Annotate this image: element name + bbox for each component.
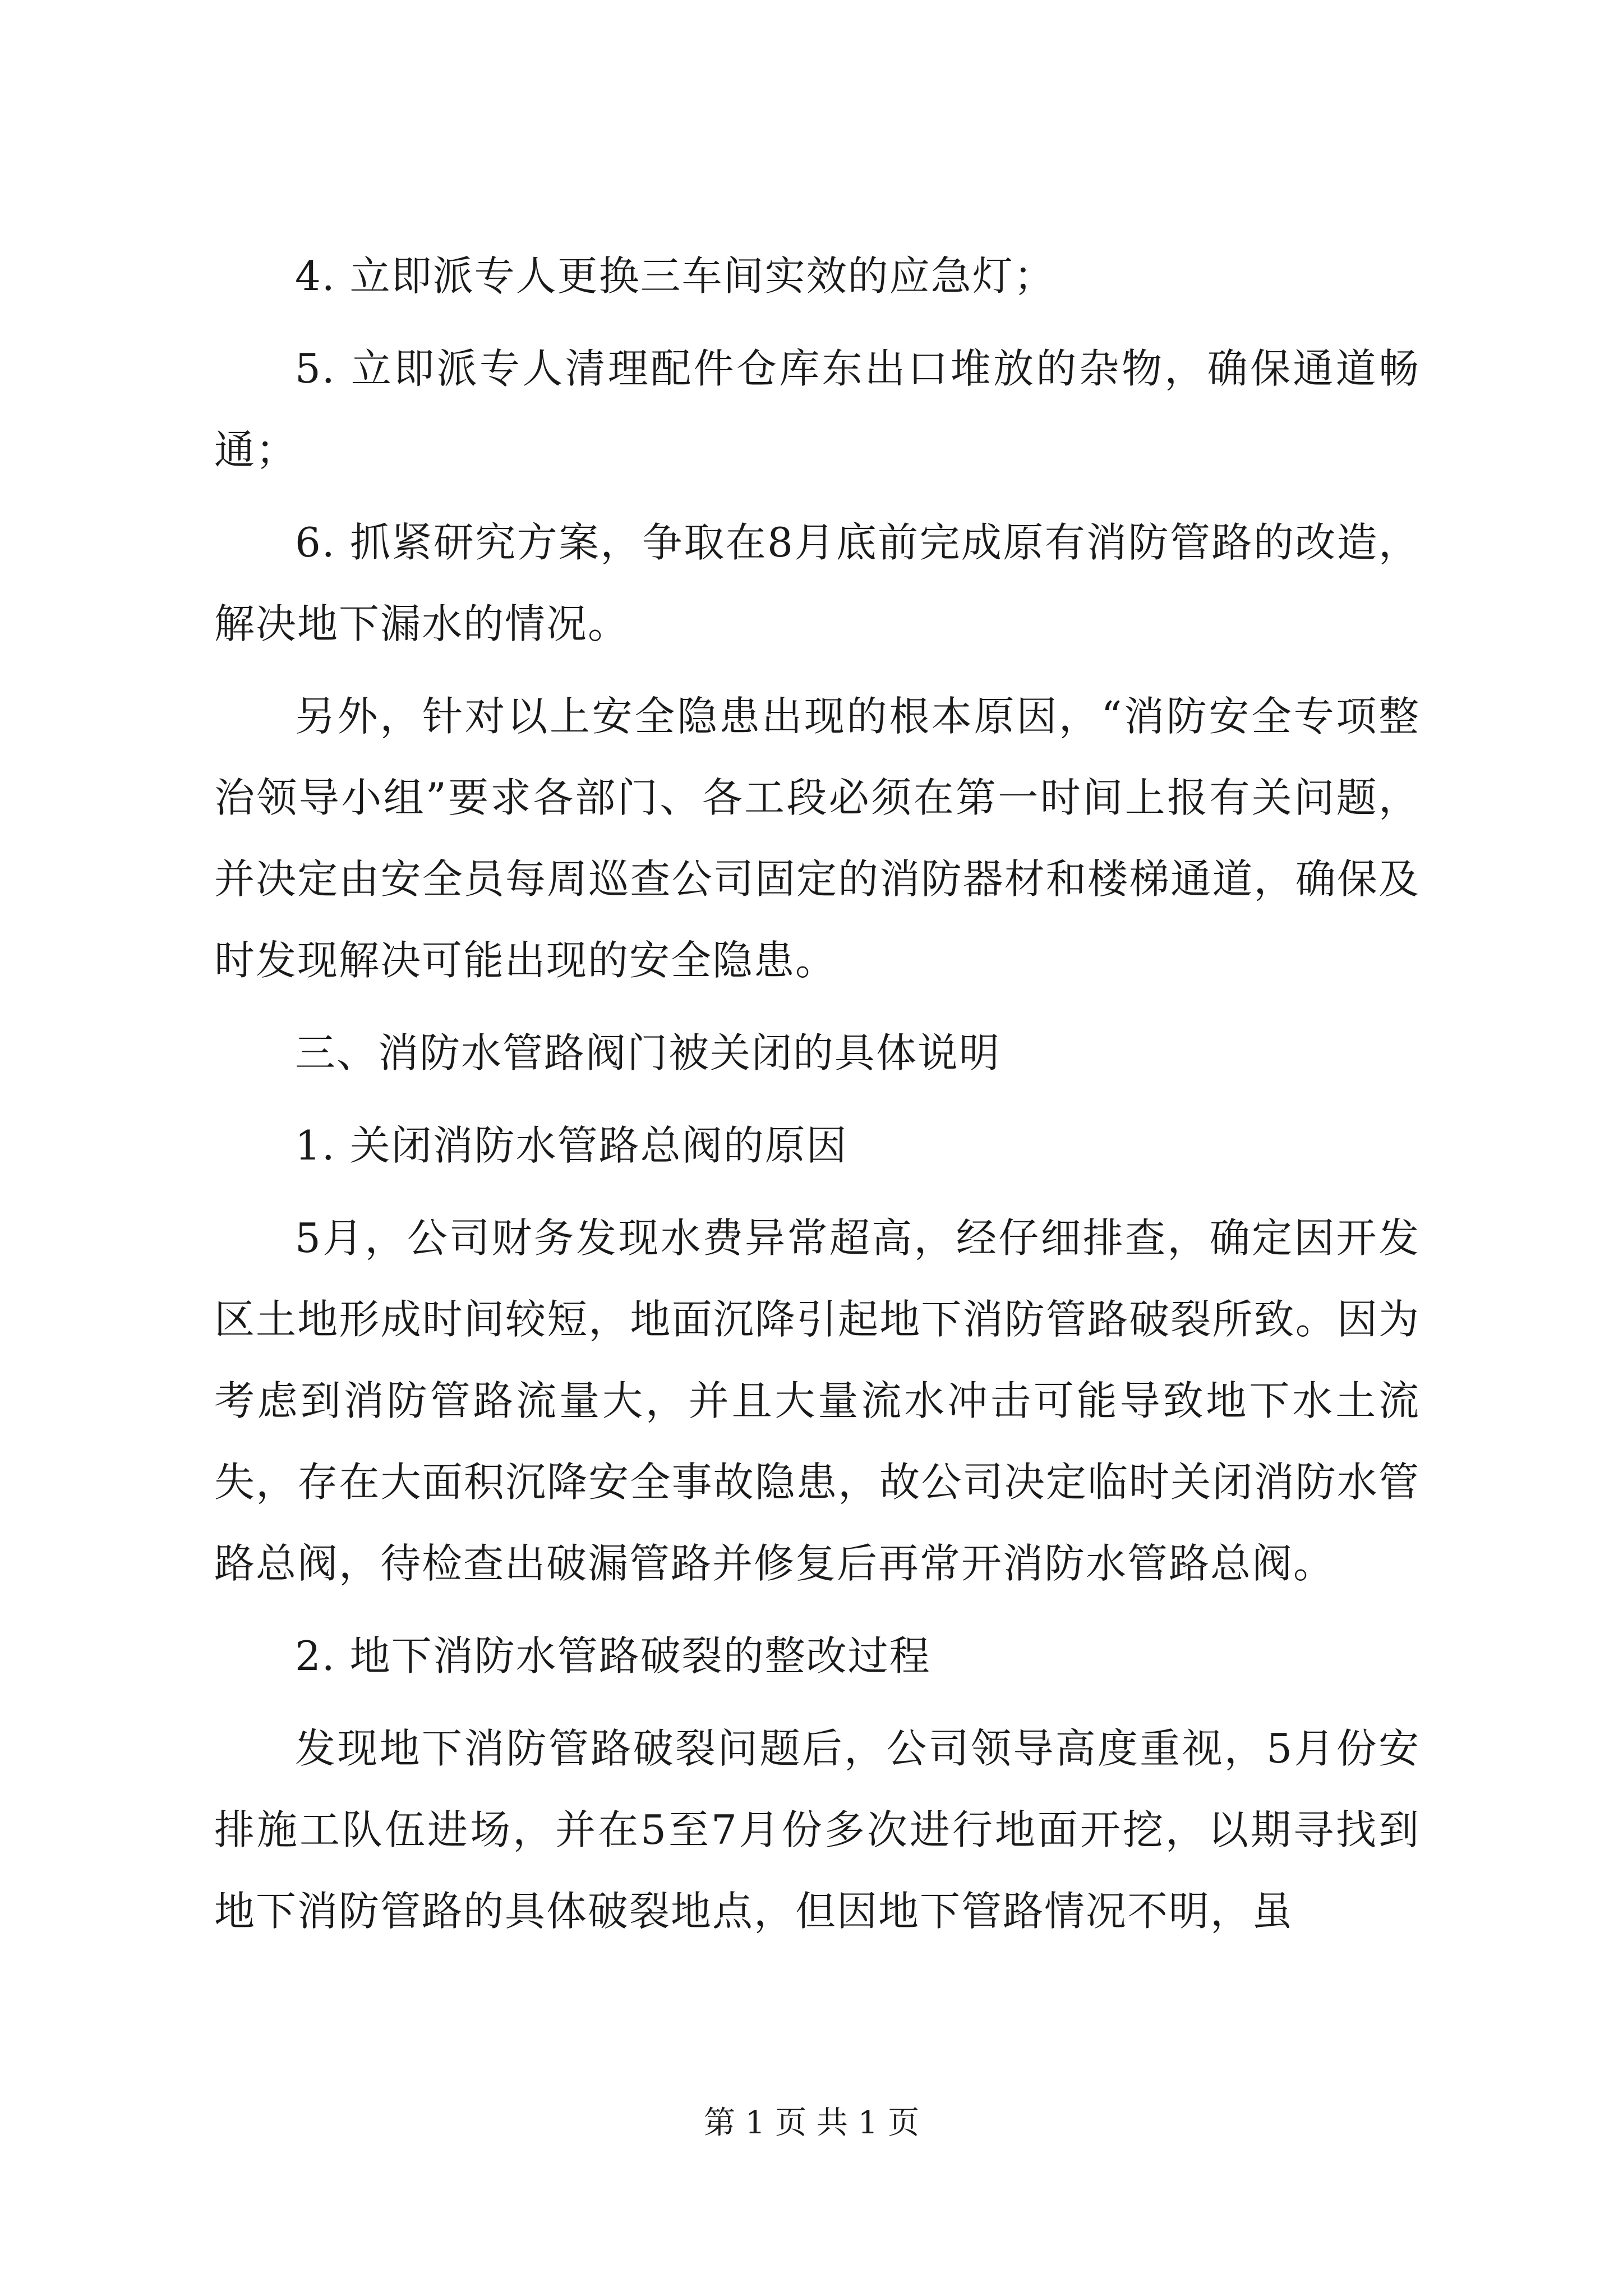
subheading-2: 2. 地下消防水管路破裂的整改过程 [295,1632,931,1680]
paragraph-item-6: 6. 抓紧研究方案，争取在8月底前完成原有消防管路的改造，解决地下漏水的情况。 [214,519,1420,647]
paragraph-valve-reason: 5月，公司财务发现水费异常超高，经仔细排查，确定因开发区土地形成时间较短，地面沉降引起地下消防管路破裂所致。因为考虑到消防管路流量大，并且大量流水冲击可能导致地下水土流失，存在大面积沉降安全事故隐患，故公司决定临时关闭消防水管路总阀，待检查出破漏管路并修复后再常开消防水管路总阀。 [214,1214,1420,1587]
section-heading-3: 三、消防水管路阀门被关闭的具体说明 [295,1029,1001,1076]
paragraph-item-4: 4. 立即派专人更换三车间实效的应急灯； [295,252,1055,300]
page-footer: 第 1 页 共 1 页 [703,2105,920,2141]
subheading-1: 1. 关闭消防水管路总阀的原因 [295,1122,848,1169]
paragraph-rectification-process: 发现地下消防管路破裂问题后，公司领导高度重视，5月份安排施工队伍进场，并在5至7月份多次进行地面开挖，以期寻找到地下消防管路的具体破裂地点，但因地下管路情况不明，虽 [214,1725,1420,1935]
paragraph-item-5: 5. 立即派专人清理配件仓库东出口堆放的杂物，确保通道畅通； [214,345,1420,473]
paragraph-additional-measures: 另外，针对以上安全隐患出现的根本原因，“消防安全专项整治领导小组”要求各部门、各工段必须在第一时间上报有关问题，并决定由安全员每周巡查公司固定的消防器材和楼梯通道，确保及时发现解决可能出现的安全隐患。 [214,693,1420,984]
document-body [214,236,1420,1963]
